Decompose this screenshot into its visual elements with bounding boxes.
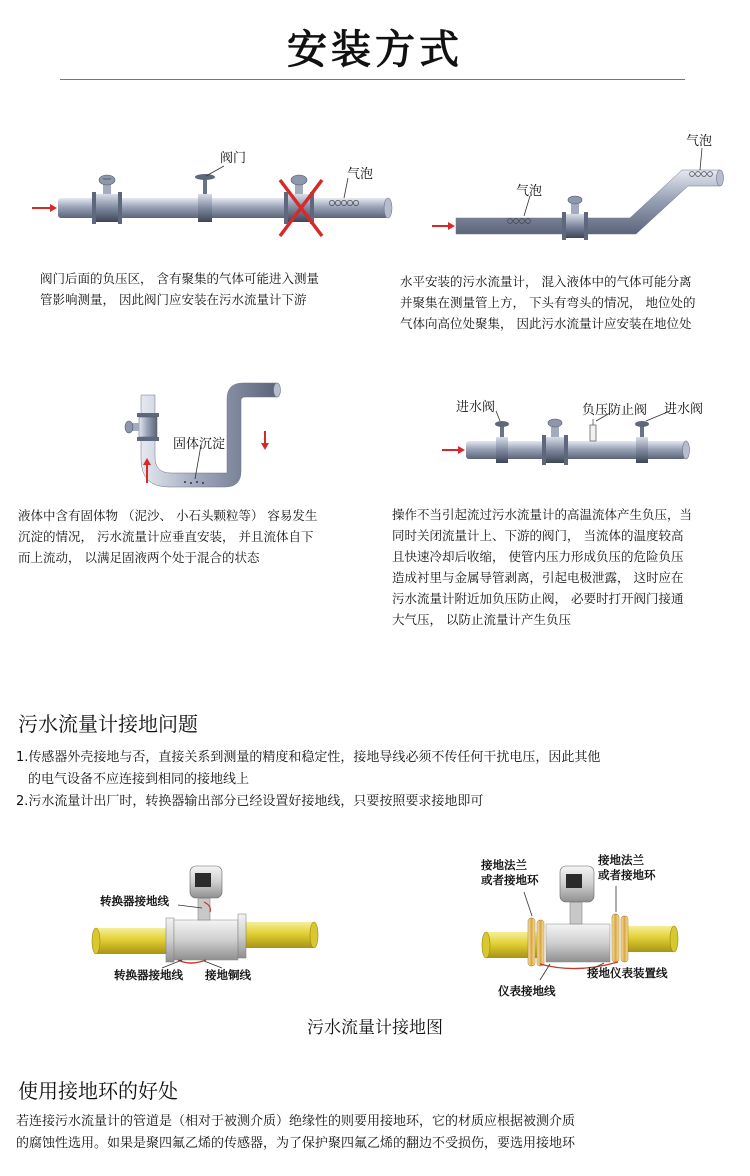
caption-low-position: 水平安装的污水流量计， 混入液体中的气体可能分离 并聚集在测量管上方， 下头有弯头的情况， 地位处的 气体向高位处聚集， 因此污水流量计应安装在地位处 <box>400 274 696 331</box>
pipe-end <box>717 170 724 186</box>
pipe-end <box>683 441 690 459</box>
inlet-valve-left-label: 进水阀 <box>456 400 496 415</box>
page-title: 安装方式 <box>287 27 463 73</box>
bubble-label-high: 气泡 <box>686 134 713 149</box>
bubble-label-low: 气泡 <box>516 184 543 199</box>
valve-right-icon <box>635 421 649 463</box>
flange-right <box>238 914 246 958</box>
flange-left-label: 接地法兰 或者接地环 <box>481 858 539 887</box>
flange-left <box>166 918 174 962</box>
flow-arrow-right <box>261 431 269 450</box>
yellow-pipe-right <box>242 922 314 948</box>
grounding-figure-caption: 污水流量计接地图 <box>307 1018 443 1038</box>
leader-left <box>496 411 500 421</box>
sediment-label: 固体沉淀 <box>173 437 226 452</box>
grounding-heading: 污水流量计接地问题 <box>18 712 198 736</box>
caption-anti-vacuum: 操作不当引起流过污水流量计的高温流体产生负压，当 同时关闭流量计上、下游的阀门， 当流体的温度较高 且快速冷却后收缩， 使管内压力形成负压的危险负压 造成衬里与金属导管剥离，引起电极泄露， 这时应在 污水流量计附近加负压防止阀， 必要时打开阀门接通 大气压， 以防止流量计产生负压 <box>392 507 693 627</box>
ground-wire <box>178 960 206 963</box>
grounding-figure-left <box>92 860 322 970</box>
bubble-leader-low <box>524 196 530 216</box>
device-ground-label: 接地仪表装置线 <box>587 966 668 980</box>
valve-left-icon <box>495 421 509 463</box>
flowmeter <box>562 196 588 240</box>
flowmeter-left <box>92 175 122 224</box>
leader-bottom-right <box>204 961 222 968</box>
valve-label: 阀门 <box>220 151 247 166</box>
pipe-end <box>274 383 281 397</box>
title-divider <box>60 79 685 80</box>
rings-text: 若连接污水流量计的管道是（相对于被测介质）绝缘性的则要用接地环，它的材质应根据被测介质 的腐蚀性选用。如果是聚四氟乙烯的传感器，为了保护聚四氟乙烯的翻边不受损伤，要选用接地环 <box>16 1114 576 1151</box>
flowmeter <box>542 419 568 465</box>
copper-wire-label: 接地铜线 <box>205 968 251 982</box>
caption-vertical: 液体中含有固体物 （泥沙、 小石头颗粒等） 容易发生 沉淀的情况， 污水流量计应垂直安装， 并且流体自下 而上流动， 以满足固液两个处于混合的状态 <box>18 508 318 565</box>
diagram-vertical-install <box>125 375 295 485</box>
flow-arrow <box>32 204 57 212</box>
diagram-low-position <box>430 150 730 250</box>
ground-ring-left-1 <box>528 918 535 966</box>
yellow-pipe-left <box>96 928 172 954</box>
yellow-pipe-right <box>622 926 674 952</box>
meter-body <box>546 924 610 962</box>
leader-flange-left <box>524 892 532 916</box>
leader-instrument <box>540 964 550 980</box>
bubble-label: 气泡 <box>347 167 374 182</box>
rings-heading: 使用接地环的好处 <box>18 1079 178 1103</box>
ground-ring-right-1 <box>612 914 619 962</box>
flow-arrow <box>442 446 465 454</box>
anti-vacuum-valve-label: 负压防止阀 <box>582 403 648 418</box>
flow-arrow <box>432 222 455 230</box>
ground-ring-left-2 <box>537 920 544 966</box>
caption-valve: 阀门后面的负压区， 含有聚集的气体可能进入测量 管影响测量， 因此阀门应安装在污水流量计下游 <box>40 271 319 307</box>
meter-body <box>174 920 238 960</box>
instrument-ground-label: 仪表接地线 <box>498 984 556 998</box>
pipe-end <box>384 198 392 218</box>
converter-ground-label-top: 转换器接地线 <box>100 894 169 908</box>
diagram-valve-downstream <box>30 150 400 250</box>
bubble-leader-high <box>700 148 702 170</box>
flange-right-label: 接地法兰 或者接地环 <box>598 853 656 882</box>
valve-leader <box>206 166 224 176</box>
inlet-valve-right-label: 进水阀 <box>664 402 704 417</box>
anti-vacuum-valve-icon <box>590 419 596 441</box>
ground-ring-right-2 <box>621 916 628 962</box>
flowmeter <box>125 413 159 441</box>
converter-ground-label-bottom: 转换器接地线 <box>114 968 183 982</box>
valve-icon <box>195 174 215 222</box>
grounding-text: 1.传感器外壳接地与否，直接关系到测量的精度和稳定性，接地导线必须不传任何干扰电压，因此其他 的电气设备不应连接到相同的接地线上 2.污水流量计出厂时，转换器输出部分已经设置好接地线，只要按照要求接地即可 <box>16 750 601 809</box>
